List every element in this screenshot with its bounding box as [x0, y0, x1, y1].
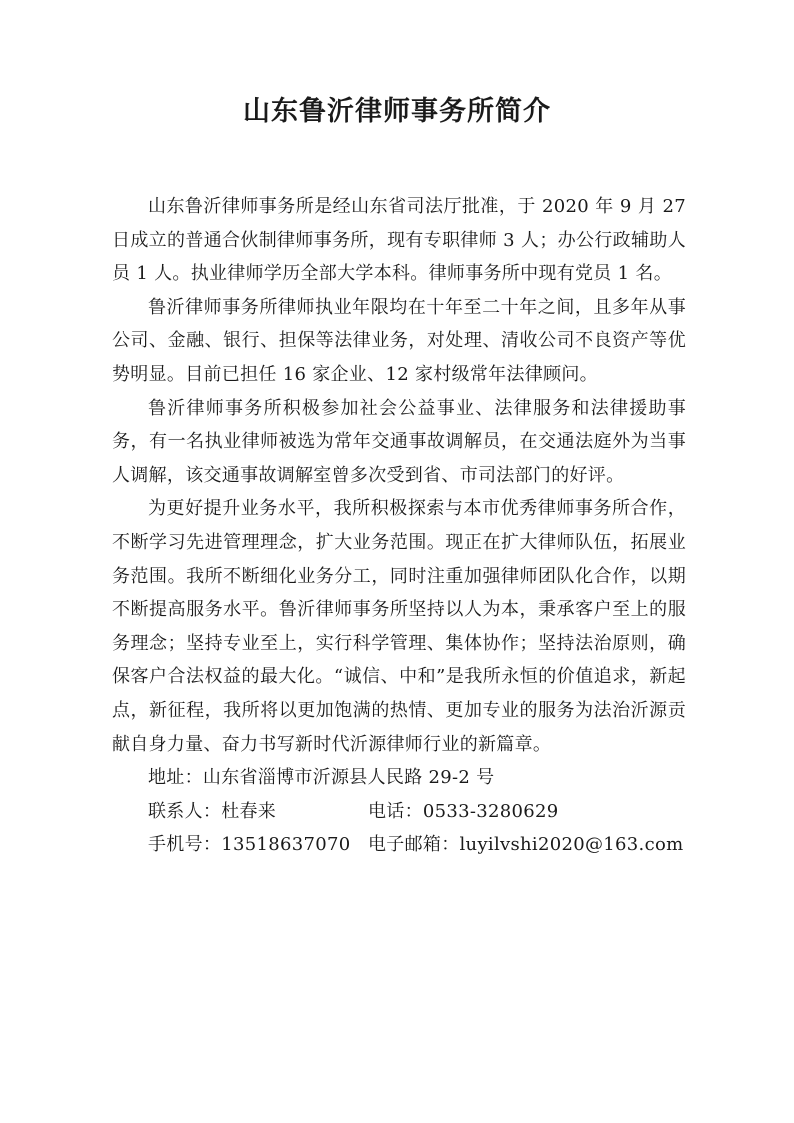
- document-title: 山东鲁沂律师事务所简介: [243, 96, 551, 127]
- contact-row-mobile-email: [112, 828, 686, 862]
- contact-row-person-phone: [112, 795, 686, 829]
- mobile-text: 手机号：13518637070: [148, 834, 351, 856]
- address-text: 地址：山东省淄博市沂源县人民路 29-2 号: [148, 767, 495, 789]
- paragraph-development: 为更好提升业务水平，我所积极探索与本市优秀律师事务所合作，不断学习先进管理理念，扩大业务范围。现正在扩大律师队伍，拓展业务范围。我所不断细化业务分工，同时注重加强律师团队化合作，以期不断提高服务水平。鲁沂律师事务所坚持以人为本，秉承客户至上的服务理念；坚持专业至上，实行科学管理、集体协作；坚持法治原则，确保客户合法权益的最大化。“诚信、中和”是我所永恒的价值追求，新起点，新征程，我所将以更加饱满的热情、更加专业的服务为法治沂源贡献自身力量、奋力书写新时代沂源律师行业的新篇章。: [112, 498, 686, 755]
- email-text: 电子邮箱：luyilvshi2020@163.com: [368, 834, 684, 856]
- paragraph-public-service: 鲁沂律师事务所积极参加社会公益事业、法律服务和法律援助事务，有一名执业律师被选为常年交通事故调解员，在交通法庭外为当事人调解，该交通事故调解室曾多次受到省、市司法部门的好评。: [112, 397, 686, 486]
- contact-row-address: [112, 761, 686, 795]
- phone-text: 电话：0533-3280629: [368, 800, 559, 822]
- contact-person-text: 联系人：杜春来: [148, 800, 277, 822]
- paragraph-experience: 鲁沂律师事务所律师执业年限均在十年至二十年之间，且多年从事公司、金融、银行、担保等法律业务，对处理、清收公司不良资产等优势明显。目前已担任 16 家企业、12 家村级常年法律顾问。: [112, 296, 686, 385]
- paragraph-establishment: 山东鲁沂律师事务所是经山东省司法厅批准，于 2020 年 9 月 27 日成立的普通合伙制律师事务所，现有专职律师 3 人；办公行政辅助人员 1 人。执业律师学历全部大学本科。律师事务所中现有党员 1 名。: [112, 196, 686, 285]
- document-body: [112, 190, 686, 862]
